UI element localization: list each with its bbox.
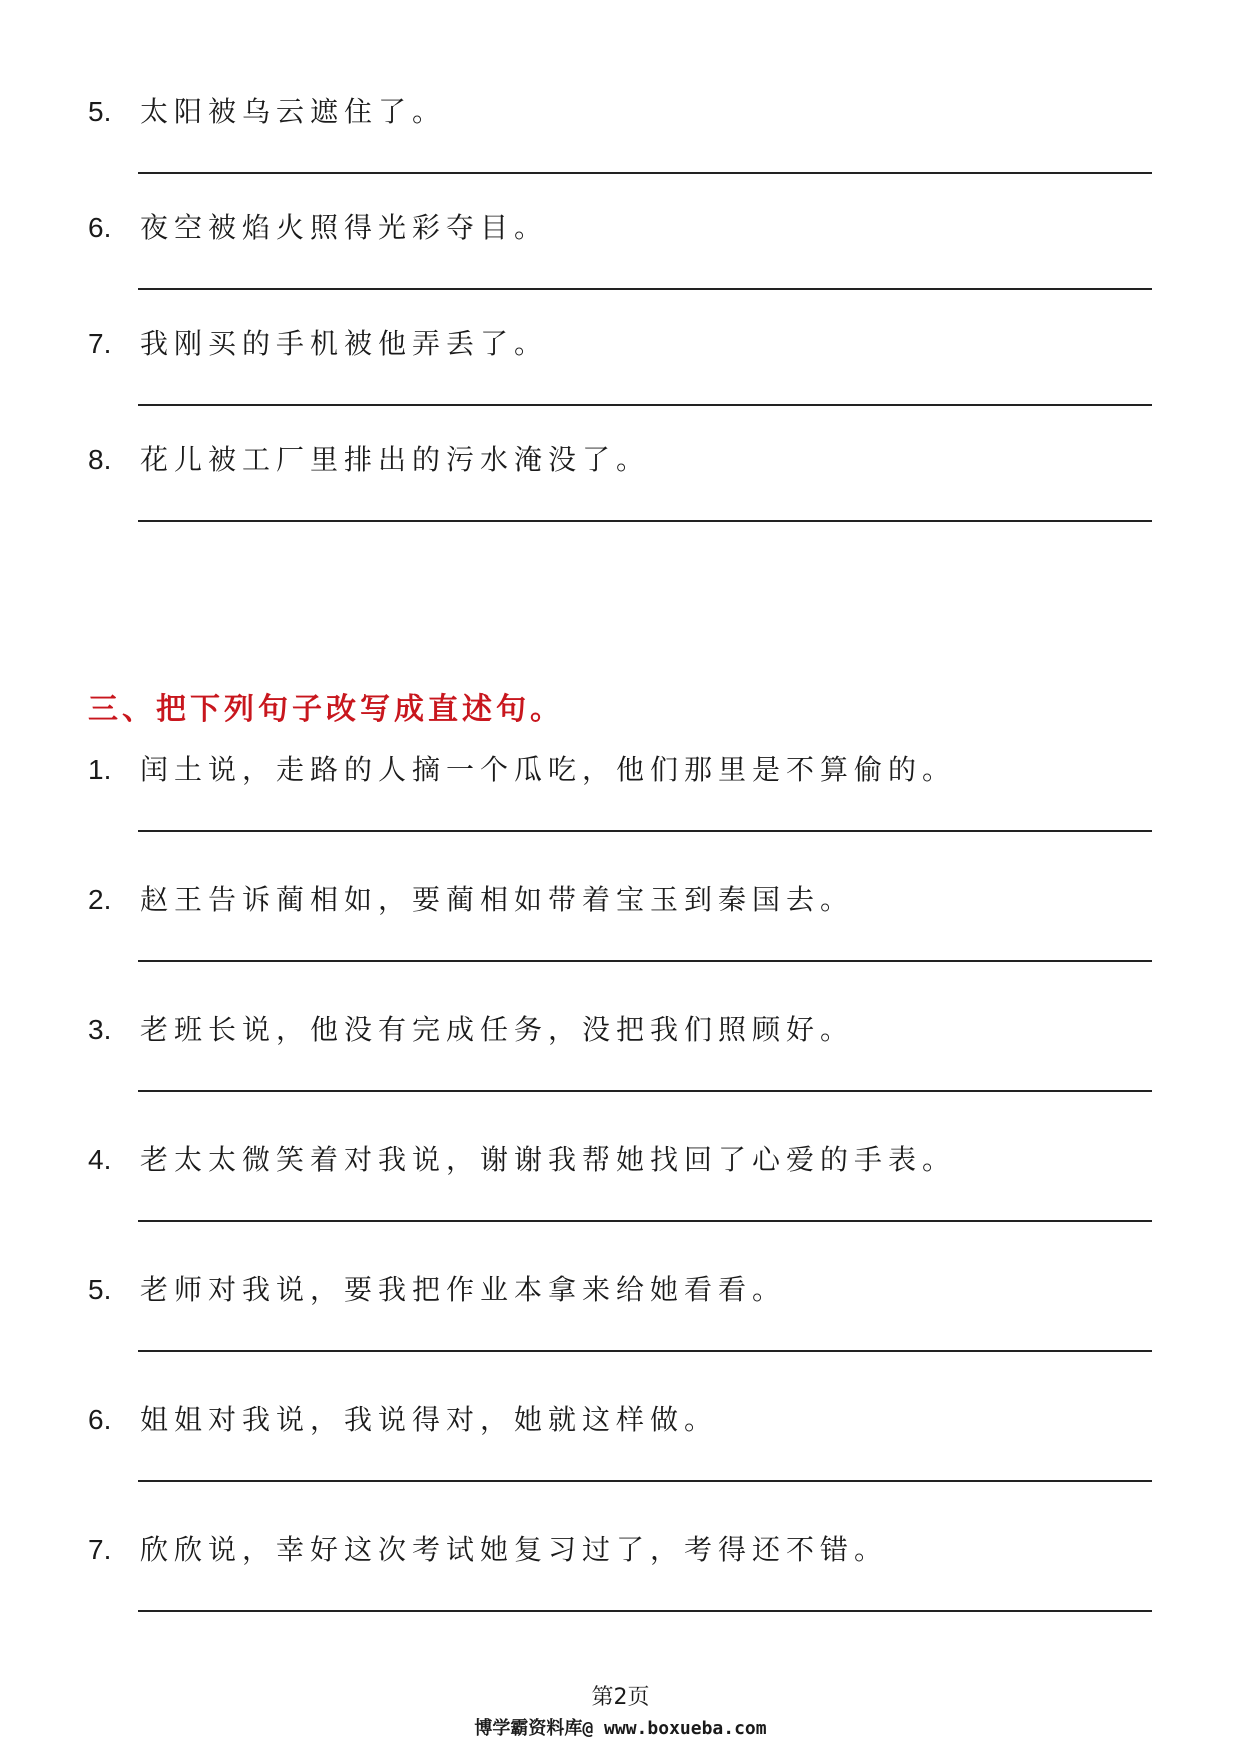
item-number: 8.	[88, 444, 112, 475]
answer-line[interactable]	[138, 404, 1152, 406]
list-item	[0, 92, 1241, 182]
item-sentence: 欣欣说，幸好这次考试她复习过了，考得还不错。	[140, 1533, 889, 1566]
item-number: 6.	[88, 212, 112, 243]
list-item	[0, 324, 1241, 414]
list-item	[0, 1010, 1241, 1100]
item-sentence: 我刚买的手机被他弄丢了。	[140, 327, 549, 360]
item-sentence: 老师对我说，要我把作业本拿来给她看看。	[140, 1273, 787, 1306]
section-heading: 三、把下列句子改写成直述句。	[88, 692, 564, 727]
answer-line[interactable]	[138, 830, 1152, 832]
list-item	[0, 440, 1241, 530]
answer-line[interactable]	[138, 520, 1152, 522]
list-item	[0, 1530, 1241, 1620]
item-number: 2.	[88, 884, 112, 915]
list-item	[0, 750, 1241, 840]
item-number: 5.	[88, 1274, 112, 1305]
item-sentence: 姐姐对我说，我说得对，她就这样做。	[140, 1403, 719, 1436]
list-item	[0, 1400, 1241, 1490]
item-number: 4.	[88, 1144, 112, 1175]
item-number: 7.	[88, 1534, 112, 1565]
answer-line[interactable]	[138, 1220, 1152, 1222]
list-item	[0, 208, 1241, 298]
list-item	[0, 1270, 1241, 1360]
list-item	[0, 880, 1241, 970]
item-sentence: 夜空被焰火照得光彩夺目。	[140, 211, 549, 244]
item-number: 7.	[88, 328, 112, 359]
item-number: 6.	[88, 1404, 112, 1435]
item-sentence: 老太太微笑着对我说，谢谢我帮她找回了心爱的手表。	[140, 1143, 957, 1176]
item-sentence: 花儿被工厂里排出的污水淹没了。	[140, 443, 651, 476]
item-number: 1.	[88, 754, 112, 785]
answer-line[interactable]	[138, 1480, 1152, 1482]
answer-line[interactable]	[138, 1350, 1152, 1352]
answer-line[interactable]	[138, 1090, 1152, 1092]
answer-line[interactable]	[138, 1610, 1152, 1612]
item-sentence: 赵王告诉蔺相如，要蔺相如带着宝玉到秦国去。	[140, 883, 855, 916]
answer-line[interactable]	[138, 960, 1152, 962]
list-item	[0, 1140, 1241, 1230]
item-sentence: 太阳被乌云遮住了。	[140, 95, 447, 128]
footer-source: 博学霸资料库@ www.boxueba.com	[474, 1718, 767, 1739]
answer-line[interactable]	[138, 288, 1152, 290]
item-number: 5.	[88, 96, 112, 127]
item-sentence: 老班长说，他没有完成任务，没把我们照顾好。	[140, 1013, 855, 1046]
answer-line[interactable]	[138, 172, 1152, 174]
item-sentence: 闰土说，走路的人摘一个瓜吃，他们那里是不算偷的。	[140, 753, 957, 786]
item-number: 3.	[88, 1014, 112, 1045]
page-number: 第2页	[591, 1685, 650, 1710]
